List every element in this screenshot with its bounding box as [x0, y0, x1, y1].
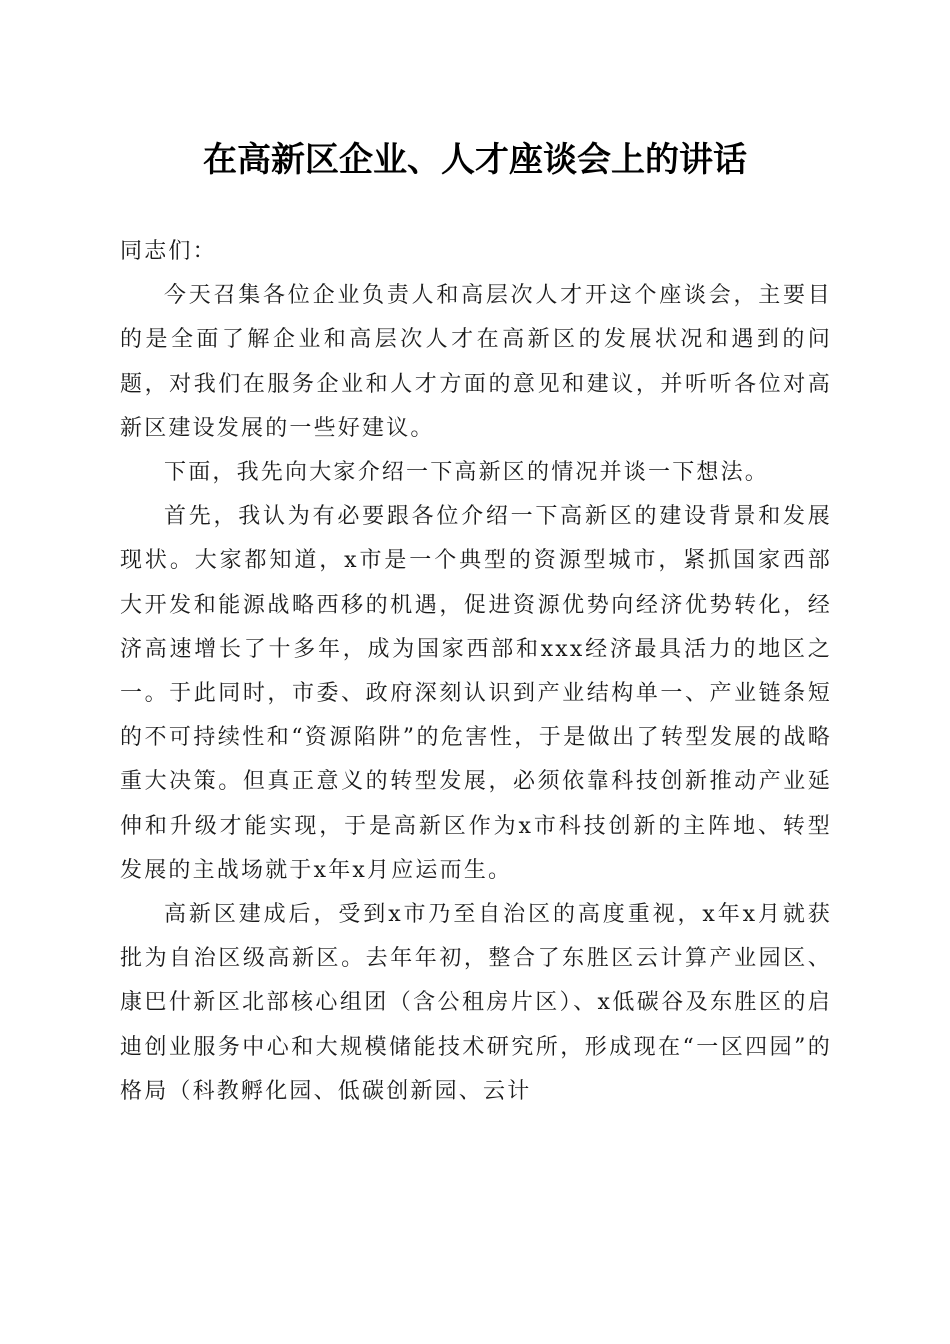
- document-body: [120, 230, 832, 1114]
- salutation: 同志们：: [120, 239, 217, 264]
- paragraph-1: 今天召集各位企业负责人和高层次人才开这个座谈会，主要目的是全面了解企业和高层次人才在高新区的发展状况和遇到的问题，对我们在服务企业和人才方面的意见和建议，并听听各位对高新区建设发展的一些好建议。: [120, 283, 832, 441]
- paragraph-3: 首先，我认为有必要跟各位介绍一下高新区的建设背景和发展现状。大家都知道，x市是一个典型的资源型城市，紧抓国家西部大开发和能源战略西移的机遇，促进资源优势向经济优势转化，经济高速增长了十多年，成为国家西部和xxx经济最具活力的地区之一。于此同时，市委、政府深刻认识到产业结构单一、产业链条短的不可持续性和“资源陷阱”的危害性，于是做出了转型发展的战略重大决策。但真正意义的转型发展，必须依靠科技创新推动产业延伸和升级才能实现，于是高新区作为x市科技创新的主阵地、转型发展的主战场就于x年x月应运而生。: [120, 504, 832, 883]
- paragraph-2: 下面，我先向大家介绍一下高新区的情况并谈一下想法。: [164, 460, 770, 486]
- document-title: 在高新区企业、人才座谈会上的讲话: [203, 140, 747, 180]
- paragraph-4: 高新区建成后，受到x市乃至自治区的高度重视，x年x月就获批为自治区级高新区。去年年初，整合了东胜区云计算产业园区、康巴什新区北部核心组团（含公租房片区）、x低碳谷及东胜区的启迪创业服务中心和大规模储能技术研究所，形成现在“一区四园”的格局（科教孵化园、低碳创新园、云计: [120, 902, 832, 1104]
